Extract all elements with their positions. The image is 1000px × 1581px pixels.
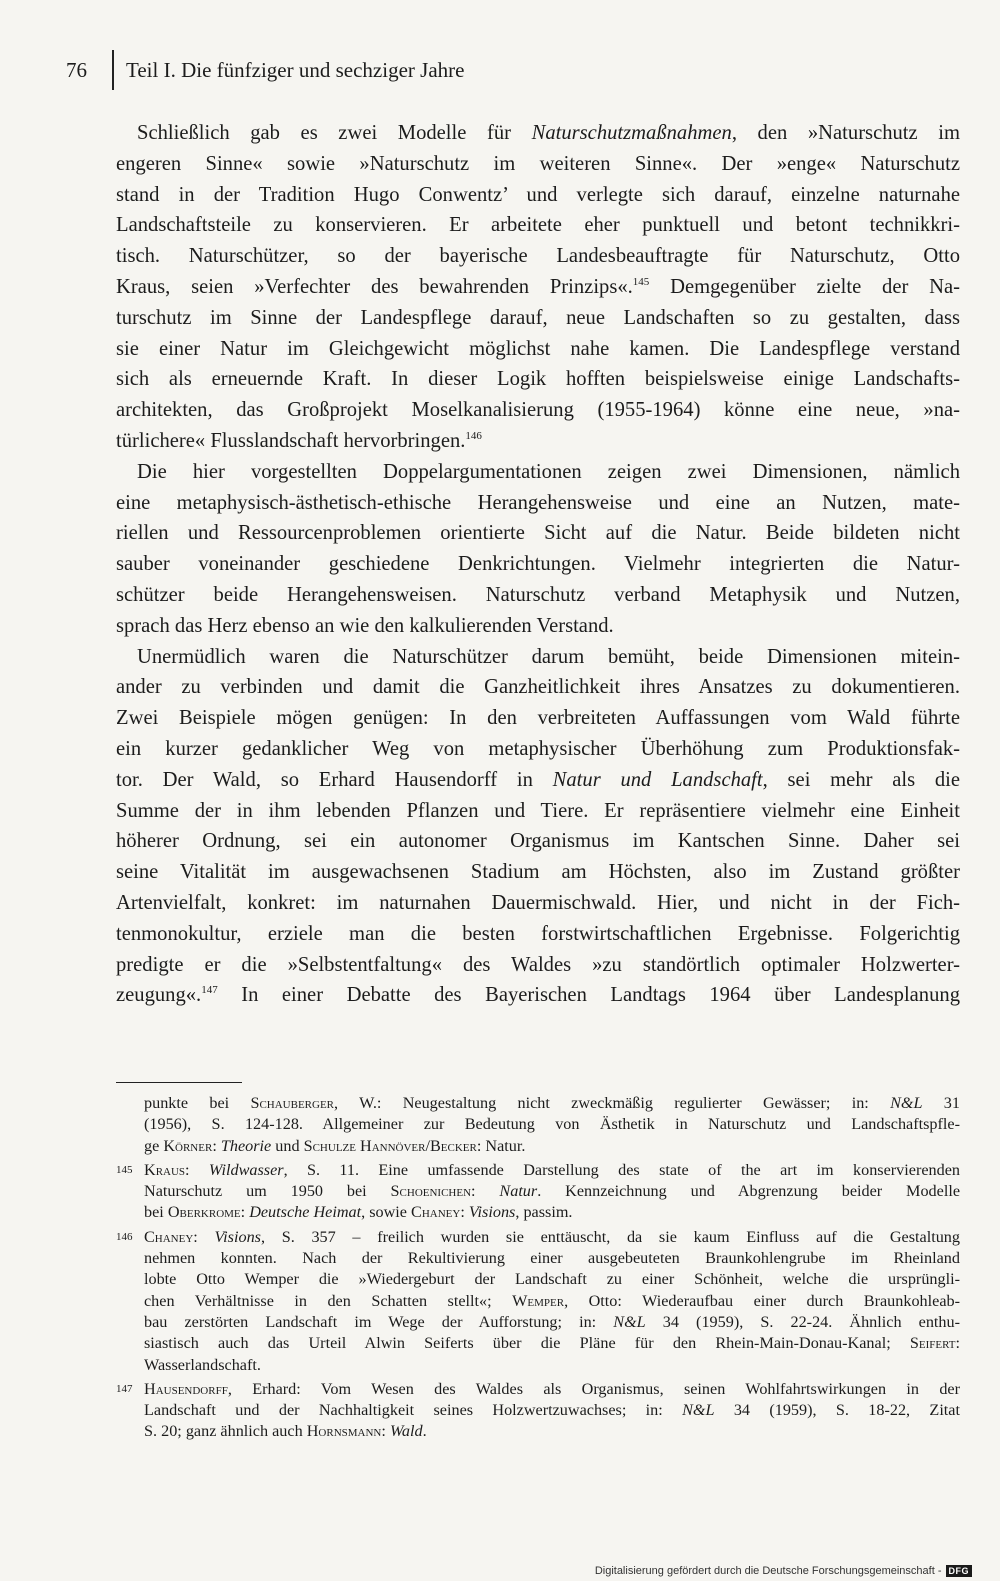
paragraph	[116, 642, 960, 1012]
footnote	[116, 1227, 960, 1376]
footnote-number: 147	[116, 1382, 133, 1395]
footnote-rule	[116, 1082, 242, 1083]
text-line: predigte er die »Selbstentfaltung« des Waldes »zu standörtlich optimaler Holzwerter-	[116, 953, 960, 976]
text-line: schützer beide Herangehensweisen. Naturschutz verband Metaphysik und Nutzen,	[116, 583, 960, 606]
text-line: ein kurzer gedanklicher Weg von metaphysischer Überhöhung zum Produktionsfak-	[116, 737, 960, 760]
text-line: seine Vitalität im ausgewachsenen Stadium am Höchsten, also im Zustand größter	[116, 861, 960, 884]
text-line: Unermüdlich waren die Naturschützer darum bemüht, beide Dimensionen mitein-	[137, 645, 960, 668]
text-line: Landschaftsteile zu konservieren. Er arbeitete eher punktuell und betont technikkri-	[116, 214, 960, 237]
footnote	[116, 1093, 960, 1157]
text-line: Die hier vorgestellten Doppelargumentationen zeigen zwei Dimensionen, nämlich	[137, 460, 960, 483]
footnotes	[116, 1093, 960, 1446]
text-line: Kraus, seien »Verfechter des bewahrenden Prinzips«.$^{145}$ Demgegenüber zielte der Na-	[116, 275, 960, 298]
dfg-logo: DFG	[946, 1565, 973, 1577]
footer-text: Digitalisierung gefördert durch die Deutsche Forschungsgemeinschaft -	[594, 1565, 942, 1577]
footnote	[116, 1160, 960, 1224]
text-line: Summe der in ihm lebenden Pflanzen und Tiere. Er repräsentiere vielmehr eine Einheit	[116, 799, 960, 822]
footnote-line: Landschaft und der Nachhaltigkeit seines Holzwertzuwachses; in: N&L 34 (1959), S. 18-22, Zitat	[144, 1401, 960, 1420]
footnote-ref: 146	[465, 430, 482, 443]
text-line: ander zu verbinden und damit die Ganzheitlichkeit ihres Ansatzes zu dokumentieren.	[116, 676, 960, 699]
digitization-footer	[595, 1565, 972, 1577]
text-line: sich als erneuernde Kraft. In dieser Logik hofften beispielsweise einige Landschafts-	[116, 368, 960, 391]
footnote-ref: 147	[201, 984, 218, 997]
footnote-line: ge Körner: Theorie und Schulze Hannöver/Becker: Natur.	[144, 1136, 526, 1155]
footnote-number: 146	[116, 1230, 133, 1243]
footnote-line: lobte Otto Wemper die »Wiedergeburt der Landschaft zu einer Schönheit, welche die ursprüngli-	[144, 1270, 960, 1289]
text-line: Zwei Beispiele mögen genügen: In den verbreiteten Auffassungen vom Wald führte	[116, 707, 960, 730]
footnote-number: 145	[116, 1163, 133, 1176]
page-number: 76	[66, 58, 87, 82]
footnote-line: chen Verhältnisse in den Schatten stellt«; Wemper, Otto: Wiederaufbau einer durch Braunkohleab-	[144, 1291, 961, 1310]
text-line: riellen und Ressourcenproblemen orientierte Sicht auf die Natur. Beide bildeten nicht	[116, 522, 960, 545]
text-line: architekten, das Großprojekt Moselkanalisierung (1955-1964) könne eine neue, »na-	[116, 399, 960, 422]
running-title: Teil I. Die fünfziger und sechziger Jahre	[126, 58, 465, 82]
text-line: Schließlich gab es zwei Modelle für Naturschutzmaßnahmen, den »Naturschutz im	[137, 122, 960, 144]
header-divider	[112, 50, 114, 90]
footnote-line: Chaney: Visions, S. 357 – freilich wurden sie enttäuscht, da sie kaum Einfluss auf die Gestaltung	[144, 1227, 960, 1246]
text-line: engeren Sinne« sowie »Naturschutz im weiteren Sinne«. Der »enge« Naturschutz	[116, 152, 960, 175]
text-line: tor. Der Wald, so Erhard Hausendorff in Natur und Landschaft, sei mehr als die	[116, 768, 961, 791]
text-line: türlichere« Flusslandschaft hervorbringen.$^{146}$	[116, 429, 482, 452]
footnote-line: siastisch auch das Urteil Alwin Seiferts über die Pläne für den Rhein-Main-Donau-Kanal; Seifert:	[144, 1334, 960, 1353]
footnote-line: Hausendorff, Erhard: Vom Wesen des Waldes als Organismus, seinen Wohlfahrtswirkungen in der	[144, 1379, 960, 1398]
text-line: höherer Ordnung, sei ein autonomer Organismus im Kantschen Sinne. Daher sei	[116, 830, 960, 853]
main-text	[116, 118, 960, 1011]
text-line: sauber voneinander geschiedene Denkrichtungen. Vielmehr integrierten die Natur-	[116, 553, 960, 576]
running-header	[66, 50, 464, 90]
footnote-line: S. 20; ganz ähnlich auch Hornsmann: Wald.	[144, 1422, 427, 1441]
footnote-line: punkte bei Schauberger, W.: Neugestaltung nicht zweckmäßig regulierter Gewässer; in: N&L 31	[144, 1094, 960, 1112]
text-line: zeugung«.$^{147}$ In einer Debatte des Bayerischen Landtags 1964 über Landesplanung	[116, 984, 960, 1007]
footnote-line: Kraus: Wildwasser, S. 11. Eine umfassende Darstellung des state of the art im konservierenden	[144, 1160, 960, 1179]
text-line: stand in der Tradition Hugo Conwentz’ und verlegte sich darauf, einzelne naturnahe	[116, 183, 960, 206]
footnote-line: nehmen konnten. Nach der Rekultivierung einer ausgebeuteten Braunkohlengrube im Rheinland	[144, 1249, 960, 1268]
footnote-line: bau zerstörten Landschaft im Wege der Aufforstung; in: N&L 34 (1959), S. 22-24. Ähnlich enthu-	[144, 1312, 960, 1331]
text-line: turschutz im Sinne der Landespflege darauf, neue Landschaften so zu gestalten, dass	[116, 306, 960, 329]
text-line: sie einer Natur im Gleichgewicht möglichst nahe kamen. Die Landespflege verstand	[116, 337, 960, 360]
footnote-line: (1956), S. 124-128. Allgemeiner zur Bedeutung von Ästhetik in Naturschutz und Landschaftspfle-	[144, 1115, 960, 1134]
text-line: Artenvielfalt, konkret: im naturnahen Dauermischwald. Hier, und nicht in der Fich-	[116, 891, 960, 914]
paragraph	[116, 118, 960, 457]
text-line: sprach das Herz ebenso an wie den kalkulierenden Verstand.	[116, 614, 614, 637]
text-line: tisch. Naturschützer, so der bayerische Landesbeauftragte für Naturschutz, Otto	[116, 245, 960, 268]
footnote-ref: 145	[632, 276, 650, 289]
footnote-line: Wasserlandschaft.	[144, 1355, 261, 1374]
text-line: tenmonokultur, erziele man die besten forstwirtschaftlichen Ergebnisse. Folgerichtig	[116, 922, 960, 945]
footnote	[116, 1379, 960, 1443]
text-line: eine metaphysisch-ästhetisch-ethische Herangehensweise und eine an Nutzen, mate-	[116, 491, 960, 514]
footnote-line: Naturschutz um 1950 bei Schoenichen: Natur. Kennzeichnung und Abgrenzung beider Modelle	[144, 1182, 961, 1201]
footnote-line: bei Oberkrome: Deutsche Heimat, sowie Chaney: Visions, passim.	[144, 1203, 573, 1222]
paragraph	[116, 457, 960, 642]
